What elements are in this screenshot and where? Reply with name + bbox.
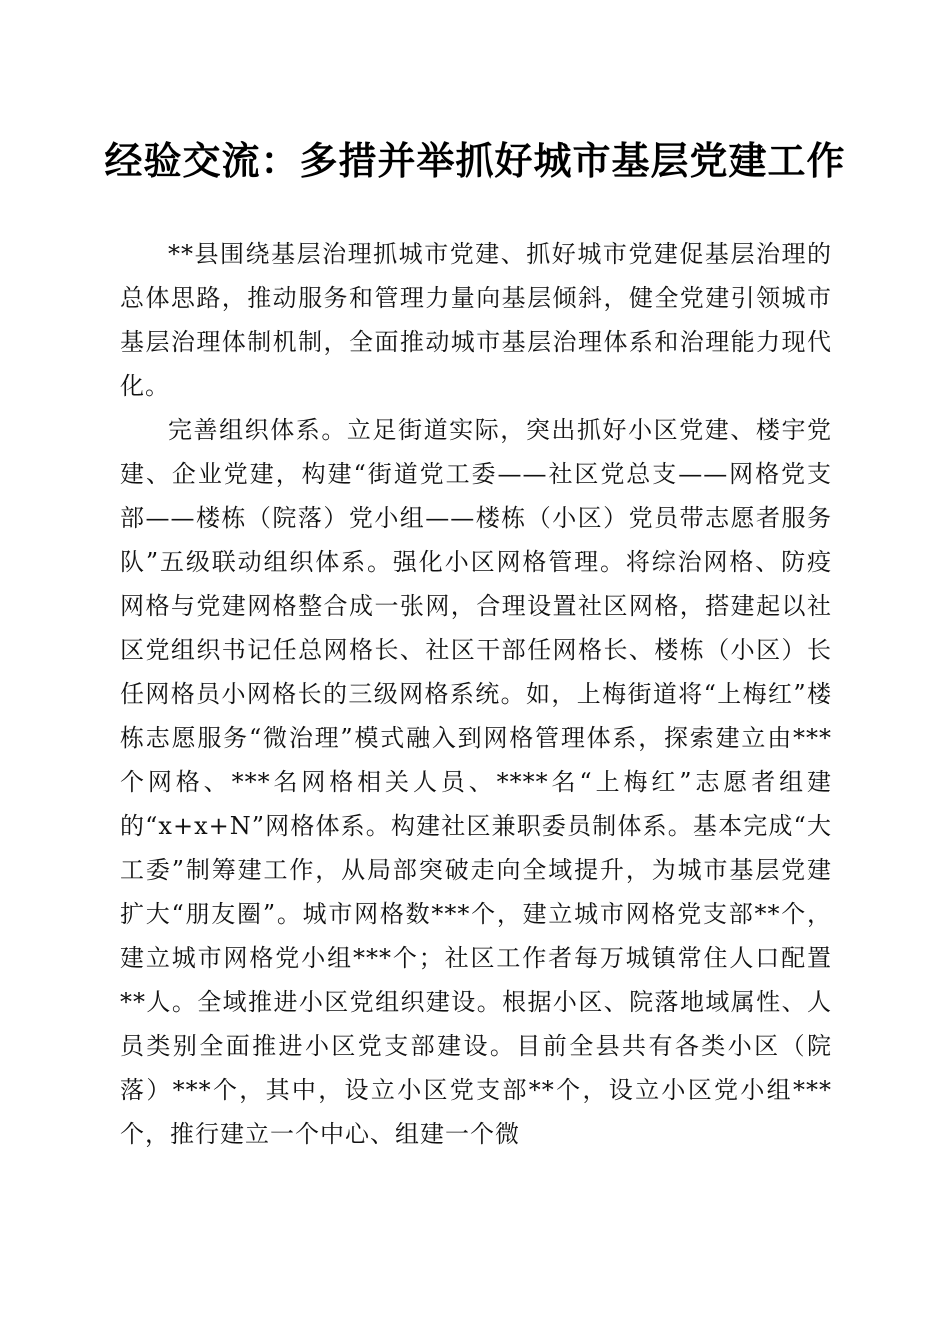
paragraph-intro: **县围绕基层治理抓城市党建、抓好城市党建促基层治理的总体思路，推动服务和管理力量向基层倾斜，健全党建引领城市基层治理体制机制，全面推动城市基层治理体系和治理能力现代化。 bbox=[120, 240, 832, 400]
paragraph-organization-system: 完善组织体系。立足街道实际，突出抓好小区党建、楼宇党建、企业党建，构建“街道党工委——社区党总支——网格党支部——楼栋（院落）党小组——楼栋（小区）党员带志愿者服务队”五级联动组织体系。强化小区网格管理。将综治网格、防疫网格与党建网格整合成一张网，合理设置社区网格，搭建起以社区党组织书记任总网格长、社区干部任网格长、楼栋（小区）长任网格员小网格长的三级网格系统。如，上梅街道将“上梅红”楼栋志愿服务“微治理”模式融入到网格管理体系，探索建立由***个网格、***名网格相关人员、****名“上梅红”志愿者组建的“x+x+N”网格体系。构建社区兼职委员制体系。基本完成“大工委”制筹建工作，从局部突破走向全域提升，为城市基层党建扩大“朋友圈”。城市网格数***个，建立城市网格党支部**个，建立城市网格党小组***个；社区工作者每万城镇常住人口配置**人。全域推进小区党组织建设。根据小区、院落地域属性、人员类别全面推进小区党支部建设。目前全县共有各类小区（院落）***个，其中，设立小区党支部**个，设立小区党小组***个，推行建立一个中心、组建一个微 bbox=[120, 416, 832, 1148]
document-title: 经验交流：多措并举抓好城市基层党建工作 bbox=[104, 138, 846, 183]
document-body bbox=[120, 232, 832, 1156]
